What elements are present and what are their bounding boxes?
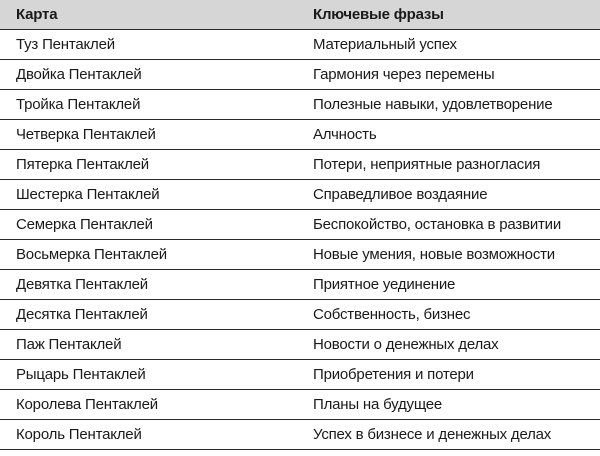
- phrases-cell: Алчность: [313, 126, 377, 143]
- phrases-cell: Материальный успех: [313, 36, 457, 53]
- phrases-cell: Новые умения, новые возможности: [313, 246, 555, 263]
- card-cell: Король Пентаклей: [16, 426, 142, 443]
- table-row: [0, 180, 600, 210]
- table-row: [0, 210, 600, 240]
- table-row: [0, 90, 600, 120]
- card-cell: Четверка Пентаклей: [16, 126, 156, 143]
- phrases-cell: Собственность, бизнес: [313, 306, 471, 323]
- header-phrases: Ключевые фразы: [313, 6, 444, 23]
- phrases-cell: Гармония через перемены: [313, 66, 495, 83]
- table-row: [0, 30, 600, 60]
- table-row: [0, 60, 600, 90]
- table-row: [0, 150, 600, 180]
- phrases-cell: Приятное уединение: [313, 276, 456, 293]
- table-row: [0, 330, 600, 360]
- table-row: [0, 240, 600, 270]
- table-row: [0, 300, 600, 330]
- card-cell: Семерка Пентаклей: [16, 216, 153, 233]
- card-cell: Восьмерка Пентаклей: [16, 246, 167, 263]
- phrases-cell: Справедливое воздаяние: [313, 186, 488, 203]
- card-cell: Девятка Пентаклей: [16, 276, 148, 293]
- card-cell: Тройка Пентаклей: [16, 96, 141, 113]
- card-cell: Десятка Пентаклей: [16, 306, 148, 323]
- card-cell: Двойка Пентаклей: [16, 66, 142, 83]
- table-row: [0, 390, 600, 420]
- card-cell: Рыцарь Пентаклей: [16, 366, 146, 383]
- phrases-cell: Успех в бизнесе и денежных делах: [313, 426, 552, 443]
- phrases-cell: Беспокойство, остановка в развитии: [313, 216, 562, 233]
- phrases-cell: Новости о денежных делах: [313, 336, 499, 353]
- table-row: [0, 120, 600, 150]
- card-cell: Королева Пентаклей: [16, 396, 158, 413]
- card-cell: Паж Пентаклей: [16, 336, 122, 353]
- card-cell: Шестерка Пентаклей: [16, 186, 160, 203]
- table-row: [0, 420, 600, 450]
- table-row: [0, 270, 600, 300]
- table-row: [0, 360, 600, 390]
- phrases-cell: Приобретения и потери: [313, 366, 474, 383]
- phrases-cell: Полезные навыки, удовлетворение: [313, 96, 553, 113]
- header-card: Карта: [16, 6, 58, 23]
- card-cell: Пятерка Пентаклей: [16, 156, 149, 173]
- table-header: [0, 0, 600, 30]
- card-cell: Туз Пентаклей: [16, 36, 115, 53]
- phrases-cell: Потери, неприятные разногласия: [313, 156, 541, 173]
- phrases-cell: Планы на будущее: [313, 396, 443, 413]
